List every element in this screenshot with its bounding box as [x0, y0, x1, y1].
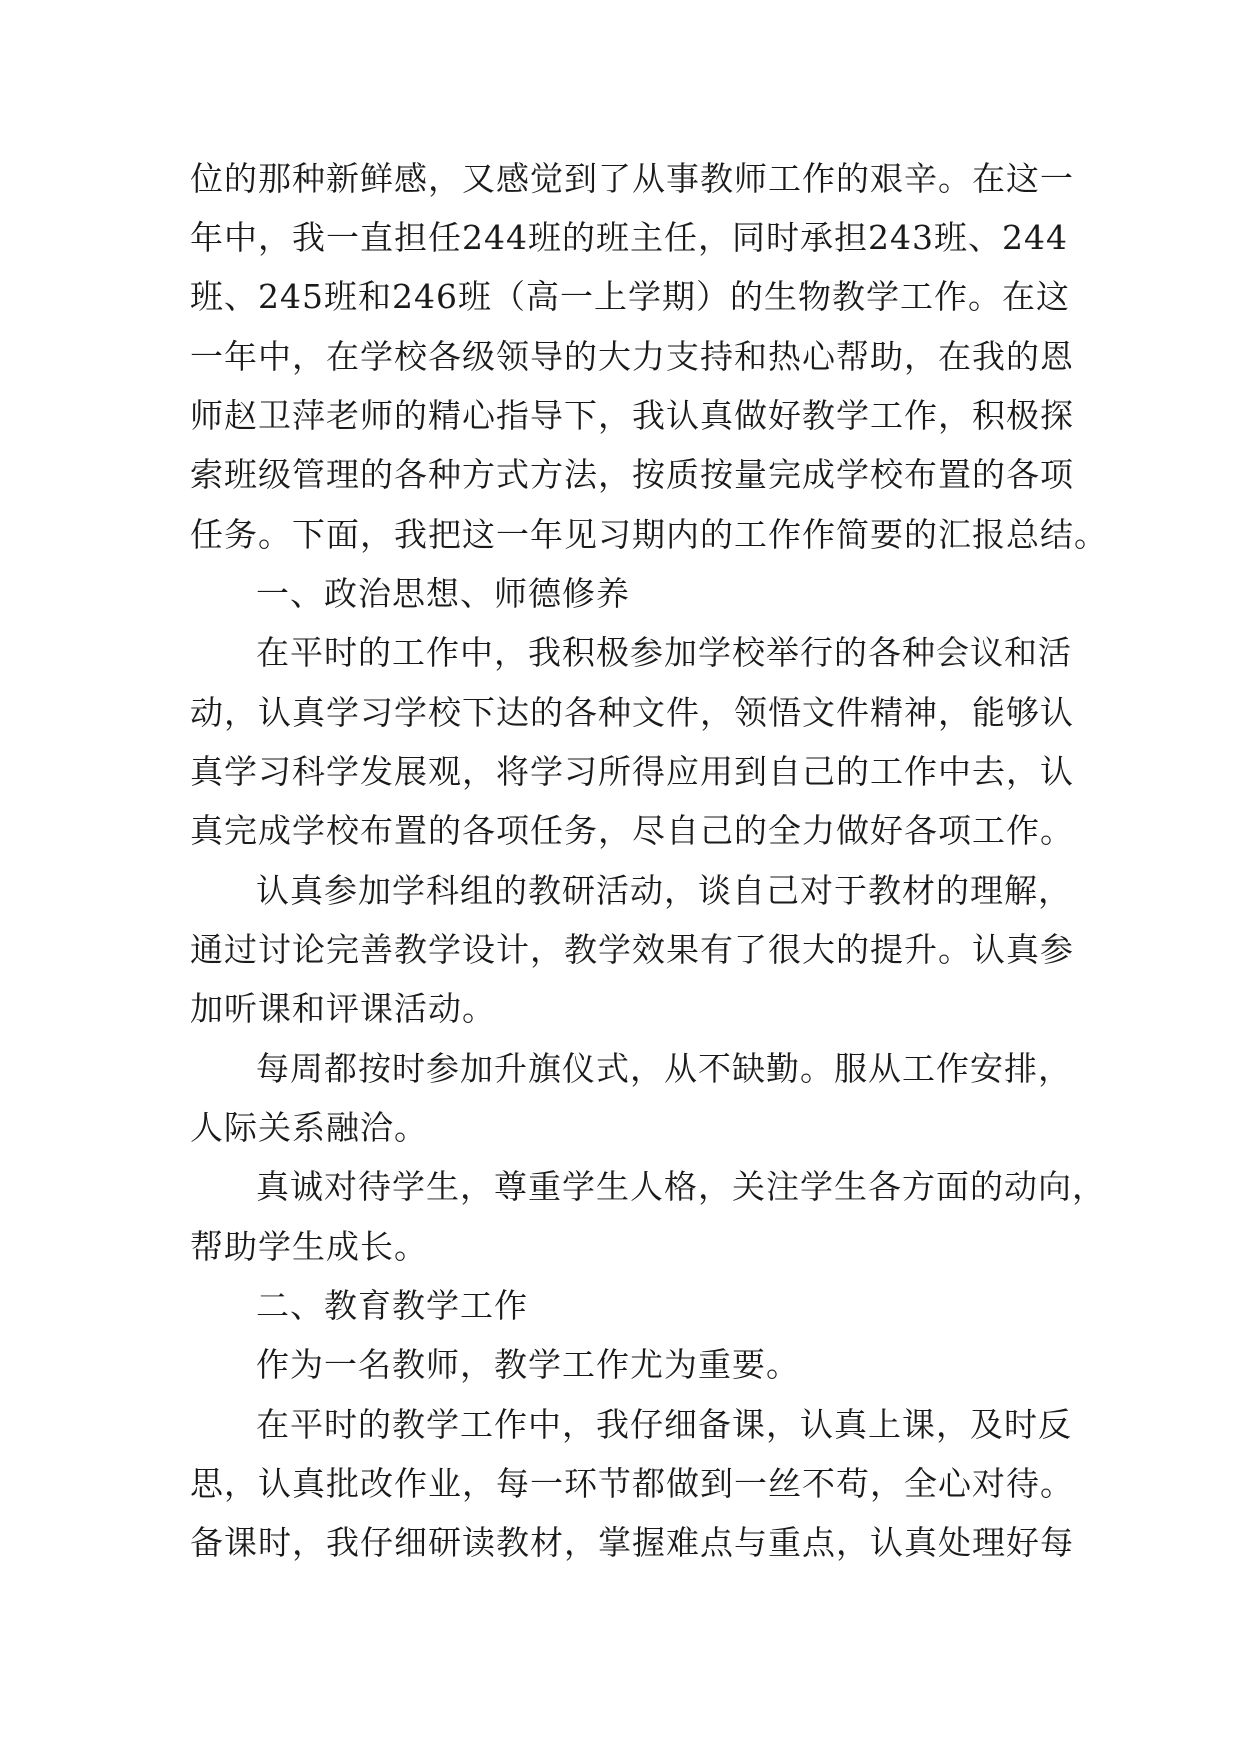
text-line: 班、245班和246班（高一上学期）的生物教学工作。在这 [190, 277, 1070, 316]
text-line: 认真参加学科组的教研活动，谈自己对于教材的理解， [256, 871, 1072, 910]
section-heading: 一、政治思想、师德修养 [256, 574, 630, 613]
text-line: 师赵卫萍老师的精心指导下，我认真做好教学工作，积极探 [190, 396, 1074, 435]
text-line: 真学习科学发展观，将学习所得应用到自己的工作中去，认 [190, 752, 1074, 791]
text-line: 人际关系融洽。 [190, 1108, 428, 1147]
text-line: 加听课和评课活动。 [190, 989, 496, 1028]
text-line: 位的那种新鲜感，又感觉到了从事教师工作的艰辛。在这一 [190, 159, 1074, 198]
text-line: 通过讨论完善教学设计，教学效果有了很大的提升。认真参 [190, 930, 1074, 969]
text-line: 年中，我一直担任244班的班主任，同时承担243班、244 [190, 218, 1068, 257]
text-line: 在平时的教学工作中，我仔细备课，认真上课，及时反 [256, 1405, 1072, 1444]
text-line: 思，认真批改作业，每一环节都做到一丝不苟，全心对待。 [190, 1464, 1074, 1503]
text-line: 任务。下面，我把这一年见习期内的工作作简要的汇报总结。 [190, 515, 1108, 554]
text-line: 真诚对待学生，尊重学生人格，关注学生各方面的动向， [256, 1167, 1106, 1206]
text-line: 真完成学校布置的各项任务，尽自己的全力做好各项工作。 [190, 811, 1074, 850]
text-line: 帮助学生成长。 [190, 1227, 428, 1266]
section-heading: 二、教育教学工作 [256, 1286, 528, 1325]
text-line: 每周都按时参加升旗仪式，从不缺勤。服从工作安排， [256, 1049, 1072, 1088]
text-line: 作为一名教师，教学工作尤为重要。 [256, 1345, 800, 1384]
text-line: 索班级管理的各种方式方法，按质按量完成学校布置的各项 [190, 455, 1074, 494]
text-line: 动，认真学习学校下达的各种文件，领悟文件精神，能够认 [190, 693, 1074, 732]
text-line: 一年中，在学校各级领导的大力支持和热心帮助，在我的恩 [190, 337, 1074, 376]
text-line: 在平时的工作中，我积极参加学校举行的各种会议和活 [256, 633, 1072, 672]
text-line: 备课时，我仔细研读教材，掌握难点与重点，认真处理好每 [190, 1523, 1074, 1562]
